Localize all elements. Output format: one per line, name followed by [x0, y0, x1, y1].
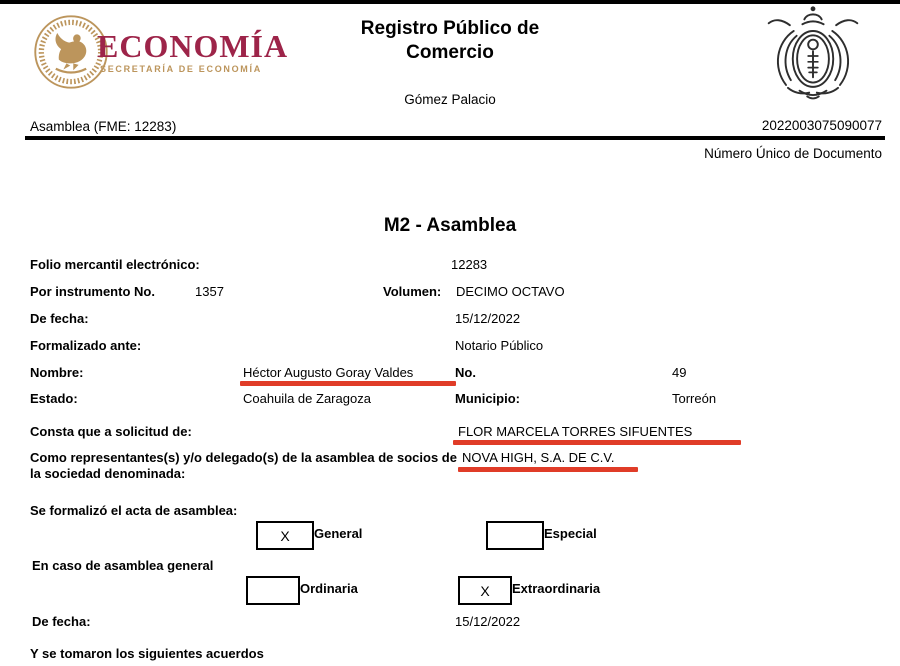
red-underline-nombre: [240, 381, 456, 386]
volumen-label: Volumen:: [383, 284, 442, 299]
document-number-caption: Número Único de Documento: [704, 146, 882, 161]
checkbox-general[interactable]: [256, 521, 314, 550]
solicitud-label: Consta que a solicitud de:: [30, 424, 192, 439]
nombre-label: Nombre:: [30, 365, 84, 380]
fecha-asamblea-label: De fecha:: [32, 614, 91, 629]
red-underline-solicitud: [453, 440, 741, 445]
divider-rule: [25, 136, 885, 140]
municipal-crest-icon: [763, 4, 863, 110]
document-number: 2022003075090077: [761, 118, 882, 133]
acuerdos-section-label: Y se tomaron los siguientes acuerdos: [30, 646, 264, 661]
municipio-label: Municipio:: [455, 391, 520, 406]
checkbox-especial[interactable]: [486, 521, 544, 550]
solicitud-value: FLOR MARCELA TORRES SIFUENTES: [458, 424, 693, 439]
representantes-label: Como representantes(s) y/o delegado(s) de la asamblea de socios de la sociedad denominada:: [30, 450, 457, 481]
brand-secretaria-subtitle: SECRETARÍA DE ECONOMÍA: [100, 64, 262, 74]
red-underline-sociedad: [458, 467, 638, 472]
page-title: [290, 17, 610, 65]
fecha-instrumento-value: 15/12/2022: [455, 311, 521, 326]
checkbox-general-mark: X: [280, 527, 290, 544]
instrumento-value: 1357: [195, 284, 224, 299]
volumen-value: DECIMO OCTAVO: [456, 284, 565, 299]
acta-section-label: Se formalizó el acta de asamblea:: [30, 503, 238, 518]
numero-value: 49: [672, 365, 687, 380]
folio-value: 12283: [451, 257, 488, 272]
formalizado-value: Notario Público: [455, 338, 544, 353]
municipio-value: Torreón: [672, 391, 717, 406]
office-name: Gómez Palacio: [404, 92, 496, 107]
encaso-section-label: En caso de asamblea general: [32, 558, 214, 573]
checkbox-ordinaria[interactable]: [246, 576, 300, 605]
nombre-value: Héctor Augusto Goray Valdes: [243, 365, 414, 380]
document-type: Asamblea (FME: 12283): [30, 119, 177, 134]
brand-economia: ECONOMÍA: [97, 28, 289, 64]
folio-label: Folio mercantil electrónico:: [30, 257, 200, 272]
checkbox-extraordinaria[interactable]: [458, 576, 512, 605]
page-title-line1: Registro Público de: [360, 18, 540, 39]
form-title: M2 - Asamblea: [383, 215, 517, 236]
checkbox-ordinaria-label: Ordinaria: [300, 581, 358, 596]
fecha-asamblea-value: 15/12/2022: [455, 614, 521, 629]
checkbox-extraordinaria-label: Extraordinaria: [512, 581, 601, 596]
instrumento-label: Por instrumento No.: [30, 284, 155, 299]
page-title-line2: Comercio: [406, 42, 494, 63]
estado-label: Estado:: [30, 391, 78, 406]
formalizado-label: Formalizado ante:: [30, 338, 142, 353]
sociedad-value: NOVA HIGH, S.A. DE C.V.: [462, 450, 615, 465]
fecha-instrumento-label: De fecha:: [30, 311, 89, 326]
numero-label: No.: [455, 365, 476, 380]
checkbox-extraordinaria-mark: X: [480, 582, 490, 599]
estado-value: Coahuila de Zaragoza: [243, 391, 371, 406]
checkbox-especial-label: Especial: [544, 526, 597, 541]
checkbox-general-label: General: [314, 526, 363, 541]
